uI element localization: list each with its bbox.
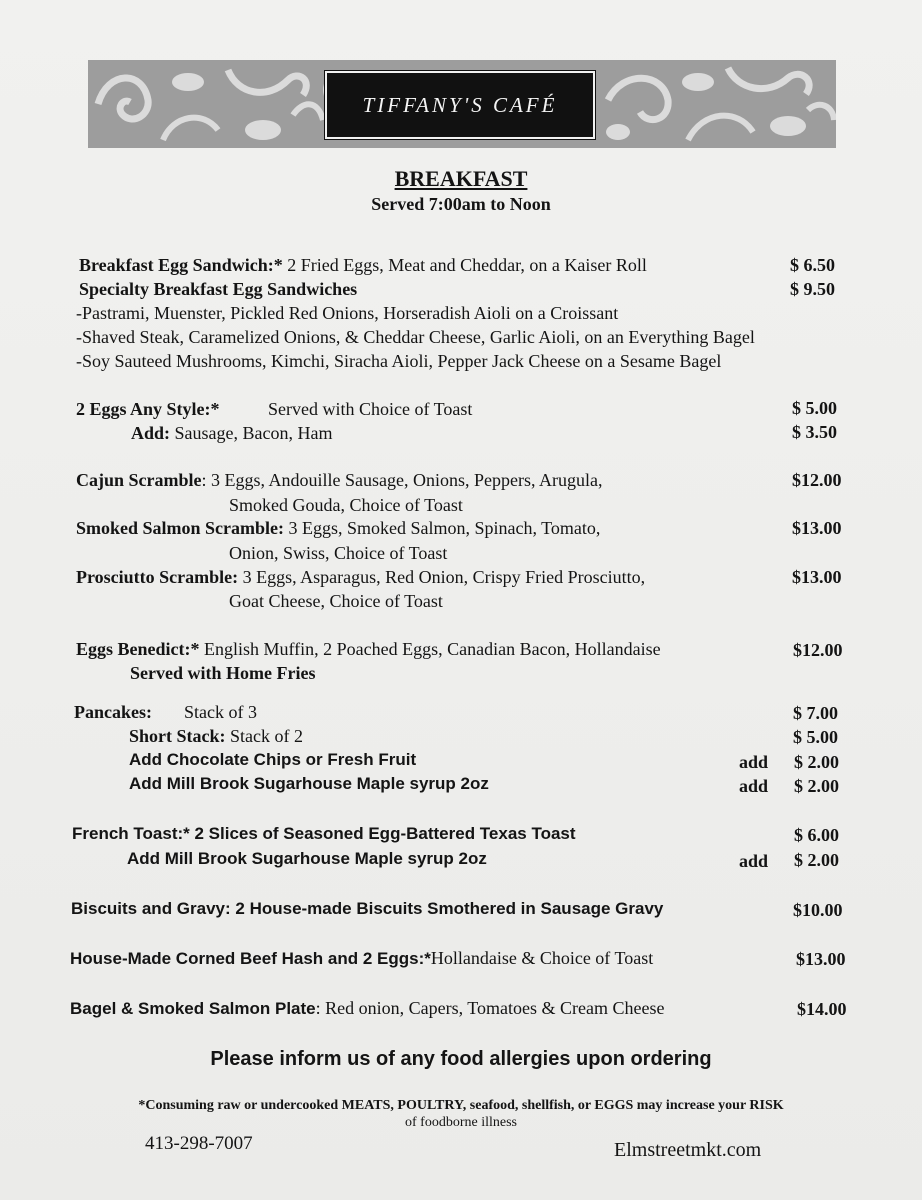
food-safety-disclaimer: *Consuming raw or undercooked MEATS, POULTRY, seafood, shellfish, or EGGS may increase your RISK <box>138 1098 784 1113</box>
short-stack-item <box>129 725 303 747</box>
prosciutto-scramble-desc-2: Goat Cheese, Choice of Toast <box>229 591 443 611</box>
cafe-name: TIFFANY'S CAFÉ <box>362 92 558 117</box>
food-safety-disclaimer-line-2: of foodborne illness <box>405 1115 517 1130</box>
item-desc: Stack of 2 <box>225 726 303 746</box>
french-toast-price: $ 6.00 <box>794 825 839 845</box>
item-desc: 2 Slices of Seasoned Egg-Battered Texas Toast <box>189 824 576 843</box>
item-name: Breakfast Egg Sandwich:* <box>79 255 283 275</box>
french-toast-item <box>72 823 576 845</box>
website: Elmstreetmkt.com <box>614 1139 762 1161</box>
specialty-option: -Shaved Steak, Caramelized Onions, & Cheddar Cheese, Garlic Aioli, on an Everything Bagel <box>76 327 755 347</box>
pancake-addon-2-price: $ 2.00 <box>794 776 839 796</box>
two-eggs-price: $ 5.00 <box>792 398 837 418</box>
salmon-scramble-price: $13.00 <box>792 518 842 538</box>
addon-desc: Sausage, Bacon, Ham <box>170 423 333 443</box>
item-name: Prosciutto Scramble: <box>76 567 239 587</box>
pancake-addon-1: Add Chocolate Chips or Fresh Fruit <box>129 750 417 769</box>
salmon-scramble-desc-2: Onion, Swiss, Choice of Toast <box>229 543 448 563</box>
prosciutto-scramble-price: $13.00 <box>792 567 842 587</box>
pancake-addon-1-price: $ 2.00 <box>794 752 839 772</box>
biscuits-gravy-price: $10.00 <box>793 900 843 920</box>
item-name: Bagel & Smoked Salmon Plate <box>70 999 316 1018</box>
short-stack-price: $ 5.00 <box>793 727 838 747</box>
two-eggs-desc: Served with Choice of Toast <box>268 399 473 419</box>
item-desc: English Muffin, 2 Poached Eggs, Canadian Bacon, Hollandaise <box>199 639 661 659</box>
cafe-title-box <box>325 71 595 139</box>
item-name: House-Made Corned Beef Hash and 2 Eggs:* <box>70 949 431 968</box>
addon-label: Add: <box>131 423 171 443</box>
cajun-scramble-item <box>76 469 602 491</box>
item-desc: : 3 Eggs, Andouille Sausage, Onions, Peppers, Arugula, <box>201 470 603 490</box>
pancake-addon-2-tag: add <box>739 776 769 796</box>
corned-beef-hash-item <box>70 947 653 970</box>
specialty-option: -Pastrami, Muenster, Pickled Red Onions, Horseradish Aioli on a Croissant <box>76 303 619 323</box>
french-toast-addon-tag: add <box>739 851 769 871</box>
specialty-sandwich-title: Specialty Breakfast Egg Sandwiches <box>79 279 358 299</box>
salmon-scramble-item <box>76 517 600 539</box>
corned-beef-hash-price: $13.00 <box>796 949 846 969</box>
item-name: Short Stack: <box>129 726 226 746</box>
pancakes-desc: Stack of 3 <box>184 702 257 722</box>
eggs-benedict-side: Served with Home Fries <box>130 663 316 683</box>
cajun-scramble-price: $12.00 <box>792 470 842 490</box>
service-hours: Served 7:00am to Noon <box>371 194 551 214</box>
biscuits-gravy-item: Biscuits and Gravy: 2 House-made Biscuits Smothered in Sausage Gravy <box>71 899 664 918</box>
egg-sandwich-item <box>79 254 647 276</box>
french-toast-addon: Add Mill Brook Sugarhouse Maple syrup 2oz <box>127 849 487 868</box>
allergy-notice: Please inform us of any food allergies upon ordering <box>210 1048 712 1070</box>
item-name: French Toast:* <box>72 824 190 843</box>
item-desc: 3 Eggs, Smoked Salmon, Spinach, Tomato, <box>284 518 601 538</box>
pancakes-name: Pancakes: <box>74 702 152 722</box>
eggs-benedict-item <box>76 638 661 660</box>
bagel-salmon-price: $14.00 <box>797 999 847 1019</box>
pancake-addon-2: Add Mill Brook Sugarhouse Maple syrup 2oz <box>129 774 489 793</box>
french-toast-addon-price: $ 2.00 <box>794 850 839 870</box>
item-desc: Hollandaise & Choice of Toast <box>430 948 654 968</box>
specialty-option: -Soy Sauteed Mushrooms, Kimchi, Siracha Aioli, Pepper Jack Cheese on a Sesame Bagel <box>76 351 722 371</box>
item-name: Cajun Scramble <box>76 470 202 490</box>
item-desc: 3 Eggs, Asparagus, Red Onion, Crispy Fried Prosciutto, <box>238 567 646 587</box>
egg-sandwich-price: $ 6.50 <box>790 255 835 275</box>
section-title: BREAKFAST <box>394 166 528 191</box>
item-name: Smoked Salmon Scramble: <box>76 518 285 538</box>
pancake-addon-1-tag: add <box>739 752 769 772</box>
phone-number: 413-298-7007 <box>145 1133 253 1154</box>
item-desc: 2 Fried Eggs, Meat and Cheddar, on a Kaiser Roll <box>282 255 647 275</box>
two-eggs-addon-price: $ 3.50 <box>792 422 837 442</box>
two-eggs-addon <box>131 422 332 444</box>
bagel-salmon-item <box>70 997 664 1020</box>
pancakes-price: $ 7.00 <box>793 703 838 723</box>
eggs-benedict-price: $12.00 <box>793 640 843 660</box>
prosciutto-scramble-item <box>76 566 645 588</box>
specialty-sandwich-price: $ 9.50 <box>790 279 835 299</box>
item-name: Eggs Benedict:* <box>76 639 200 659</box>
two-eggs-name: 2 Eggs Any Style:* <box>76 399 220 419</box>
item-desc: : Red onion, Capers, Tomatoes & Cream Cheese <box>315 998 665 1018</box>
cajun-scramble-desc-2: Smoked Gouda, Choice of Toast <box>229 495 463 515</box>
